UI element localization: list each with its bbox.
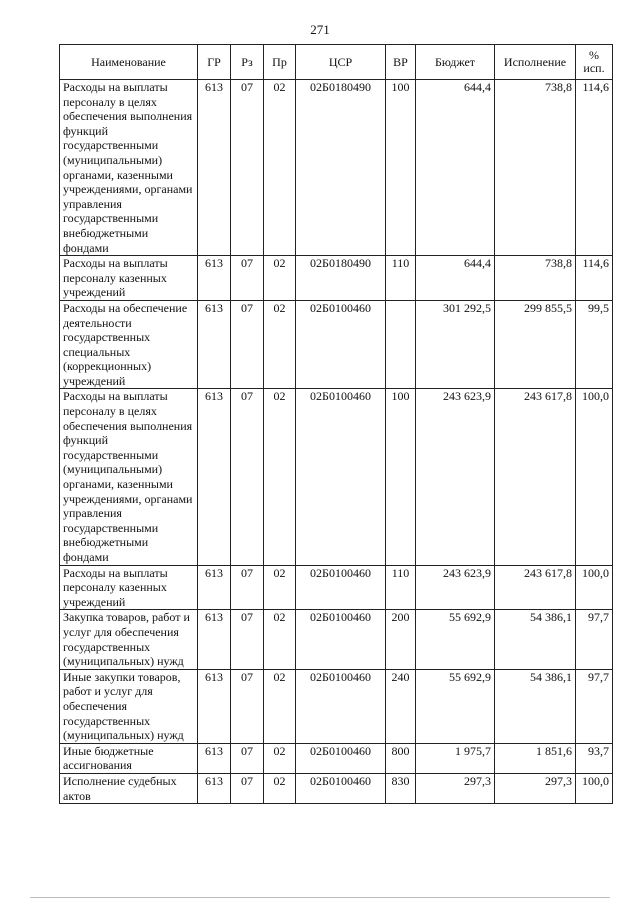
page-number: 271 [310, 22, 330, 37]
cell-execution: 297,3 [495, 773, 576, 803]
cell-gr: 613 [198, 389, 231, 565]
header-vr: ВР [386, 45, 416, 80]
cell-gr: 613 [198, 300, 231, 389]
cell-pr: 02 [264, 80, 296, 256]
header-percent: % исп. [576, 45, 613, 80]
cell-pr: 02 [264, 743, 296, 773]
cell-gr: 613 [198, 743, 231, 773]
cell-percent: 99,5 [576, 300, 613, 389]
cell-percent: 97,7 [576, 669, 613, 743]
cell-execution: 738,8 [495, 256, 576, 301]
cell-rz: 07 [231, 389, 264, 565]
cell-name: Закупка товаров, работ и услуг для обеспечения государственных (муниципальных) нужд [60, 610, 198, 669]
cell-pr: 02 [264, 669, 296, 743]
cell-pr: 02 [264, 610, 296, 669]
cell-budget: 243 623,9 [416, 565, 495, 610]
cell-csr: 02Б0100460 [296, 300, 386, 389]
header-execution: Исполнение [495, 45, 576, 80]
table-row [60, 389, 613, 565]
cell-csr: 02Б0100460 [296, 565, 386, 610]
table-body [60, 80, 613, 804]
cell-csr: 02Б0100460 [296, 389, 386, 565]
cell-budget: 297,3 [416, 773, 495, 803]
cell-name: Расходы на выплаты персоналу в целях обеспечения выполнения функций государственными (муниципальными) органами, казенными учреждениями, органами управления государственными внебюджетными фондами [60, 389, 198, 565]
cell-vr: 100 [386, 80, 416, 256]
cell-vr: 110 [386, 256, 416, 301]
cell-execution: 299 855,5 [495, 300, 576, 389]
cell-csr: 02Б0180490 [296, 80, 386, 256]
cell-vr: 100 [386, 389, 416, 565]
cell-rz: 07 [231, 773, 264, 803]
table-row [60, 773, 613, 803]
cell-csr: 02Б0100460 [296, 669, 386, 743]
cell-execution: 738,8 [495, 80, 576, 256]
cell-budget: 1 975,7 [416, 743, 495, 773]
cell-vr: 800 [386, 743, 416, 773]
cell-vr: 830 [386, 773, 416, 803]
cell-budget: 55 692,9 [416, 610, 495, 669]
cell-percent: 114,6 [576, 80, 613, 256]
cell-pr: 02 [264, 773, 296, 803]
table-row [60, 300, 613, 389]
cell-percent: 100,0 [576, 773, 613, 803]
cell-name: Расходы на выплаты персоналу в целях обеспечения выполнения функций государственными (муниципальными) органами, казенными учреждениями, органами управления государственными внебюджетными фондами [60, 80, 198, 256]
cell-name: Расходы на обеспечение деятельности государственных специальных (коррекционных) учреждений [60, 300, 198, 389]
cell-rz: 07 [231, 80, 264, 256]
budget-execution-table [59, 44, 613, 804]
cell-budget: 644,4 [416, 80, 495, 256]
table-header-row [60, 45, 613, 80]
cell-budget: 243 623,9 [416, 389, 495, 565]
cell-percent: 100,0 [576, 389, 613, 565]
cell-percent: 114,6 [576, 256, 613, 301]
header-gr: ГР [198, 45, 231, 80]
cell-budget: 644,4 [416, 256, 495, 301]
cell-rz: 07 [231, 669, 264, 743]
cell-pr: 02 [264, 256, 296, 301]
cell-rz: 07 [231, 300, 264, 389]
cell-gr: 613 [198, 773, 231, 803]
cell-pr: 02 [264, 300, 296, 389]
table-row [60, 610, 613, 669]
table-row [60, 743, 613, 773]
cell-execution: 54 386,1 [495, 610, 576, 669]
cell-gr: 613 [198, 610, 231, 669]
cell-name: Иные закупки товаров, работ и услуг для обеспечения государственных (муниципальных) нужд [60, 669, 198, 743]
header-rz: Рз [231, 45, 264, 80]
cell-name: Иные бюджетные ассигнования [60, 743, 198, 773]
table-row [60, 256, 613, 301]
header-csr: ЦСР [296, 45, 386, 80]
table-row [60, 80, 613, 256]
cell-percent: 100,0 [576, 565, 613, 610]
cell-execution: 1 851,6 [495, 743, 576, 773]
cell-gr: 613 [198, 256, 231, 301]
cell-execution: 243 617,8 [495, 389, 576, 565]
page-bottom-rule [30, 897, 610, 898]
cell-execution: 54 386,1 [495, 669, 576, 743]
cell-pr: 02 [264, 565, 296, 610]
header-budget: Бюджет [416, 45, 495, 80]
cell-pr: 02 [264, 389, 296, 565]
cell-rz: 07 [231, 256, 264, 301]
header-name: Наименование [60, 45, 198, 80]
cell-execution: 243 617,8 [495, 565, 576, 610]
cell-csr: 02Б0100460 [296, 610, 386, 669]
cell-rz: 07 [231, 743, 264, 773]
cell-percent: 93,7 [576, 743, 613, 773]
cell-rz: 07 [231, 565, 264, 610]
table-row [60, 565, 613, 610]
cell-gr: 613 [198, 669, 231, 743]
cell-name: Исполнение судебных актов [60, 773, 198, 803]
cell-gr: 613 [198, 565, 231, 610]
cell-vr [386, 300, 416, 389]
cell-gr: 613 [198, 80, 231, 256]
table-row [60, 669, 613, 743]
cell-budget: 301 292,5 [416, 300, 495, 389]
header-pr: Пр [264, 45, 296, 80]
cell-name: Расходы на выплаты персоналу казенных учреждений [60, 256, 198, 301]
cell-rz: 07 [231, 610, 264, 669]
cell-percent: 97,7 [576, 610, 613, 669]
cell-budget: 55 692,9 [416, 669, 495, 743]
cell-vr: 110 [386, 565, 416, 610]
cell-vr: 240 [386, 669, 416, 743]
cell-name: Расходы на выплаты персоналу казенных учреждений [60, 565, 198, 610]
cell-csr: 02Б0100460 [296, 743, 386, 773]
cell-vr: 200 [386, 610, 416, 669]
cell-csr: 02Б0180490 [296, 256, 386, 301]
cell-csr: 02Б0100460 [296, 773, 386, 803]
